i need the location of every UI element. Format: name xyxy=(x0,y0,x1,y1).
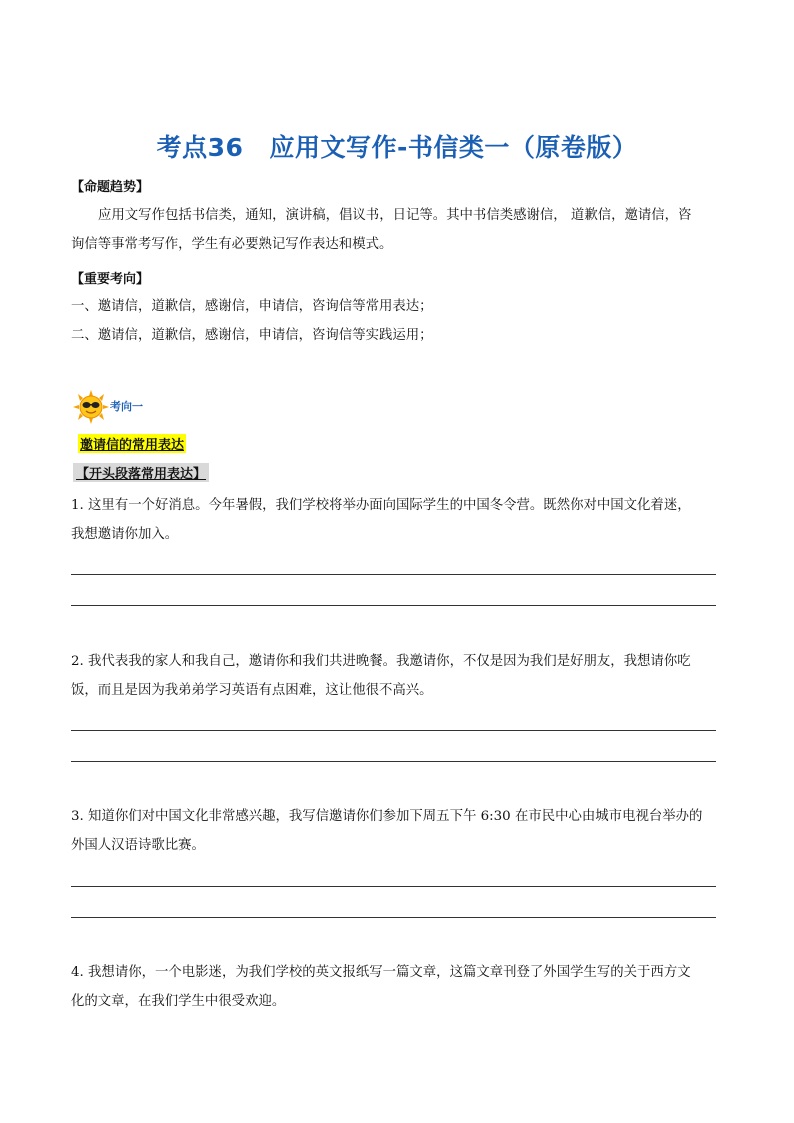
question-text-line: 外国人汉语诗歌比赛。 xyxy=(71,838,205,853)
trend-paragraph xyxy=(71,201,723,259)
answer-line[interactable] xyxy=(71,574,716,575)
sun-with-sunglasses-icon xyxy=(71,390,111,424)
answer-line[interactable] xyxy=(71,886,716,887)
key-heading: 【重要考向】 xyxy=(71,272,150,287)
question-text-line: 我想邀请你加入。 xyxy=(71,527,179,542)
question-text-line: 3. 知道你们对中国文化非常感兴趣，我写信邀请你们参加下周五下午 6:30 在市民中心由城市电视台举办的 xyxy=(71,809,703,824)
trend-heading: 【命题趋势】 xyxy=(71,180,150,195)
question-text-line: 2. 我代表我的家人和我自己，邀请你和我们共进晚餐。我邀请你，不仅是因为我们是好朋友，我想请你吃 xyxy=(71,654,691,669)
key-item: 一、邀请信，道歉信，感谢信，申请信，咨询信等常用表达； xyxy=(71,299,433,314)
answer-line[interactable] xyxy=(71,761,716,762)
question-text-line: 1. 这里有一个好消息。今年暑假，我们学校将举办面向国际学生的中国冬令营。既然你对中国文化着迷， xyxy=(71,498,691,513)
key-list xyxy=(71,292,723,350)
question-item xyxy=(71,491,723,549)
question-item xyxy=(71,647,723,705)
answer-line[interactable] xyxy=(71,605,716,606)
trend-text-line: 应用文写作包括书信类，通知，演讲稿，倡议书，日记等。其中书信类感谢信， 道歉信，邀请信，咨 xyxy=(98,208,692,223)
question-text-line: 化的文章，在我们学生中很受欢迎。 xyxy=(71,994,286,1009)
section-highlight-title: 邀请信的常用表达 xyxy=(78,434,186,453)
question-item xyxy=(71,958,723,1016)
title-topic-name: 应用文写作-书信类一（原卷版） xyxy=(269,133,638,162)
answer-line[interactable] xyxy=(71,730,716,731)
opening-expressions-subheading: 【开头段落常用表达】 xyxy=(73,463,209,482)
direction-label: 考向一 xyxy=(110,400,143,413)
answer-line[interactable] xyxy=(71,917,716,918)
page-title xyxy=(0,128,794,164)
question-item xyxy=(71,802,723,860)
question-text-line: 饭，而且是因为我弟弟学习英语有点困难，这让他很不高兴。 xyxy=(71,683,433,698)
question-text-line: 4. 我想请你，一个电影迷，为我们学校的英文报纸写一篇文章，这篇文章刊登了外国学生写的关于西方文 xyxy=(71,965,691,980)
title-topic-number: 考点36 xyxy=(156,133,244,162)
key-item: 二、邀请信，道歉信，感谢信，申请信，咨询信等实践运用； xyxy=(71,328,433,343)
trend-text-line: 询信等事常考写作，学生有必要熟记写作表达和模式。 xyxy=(71,237,393,252)
